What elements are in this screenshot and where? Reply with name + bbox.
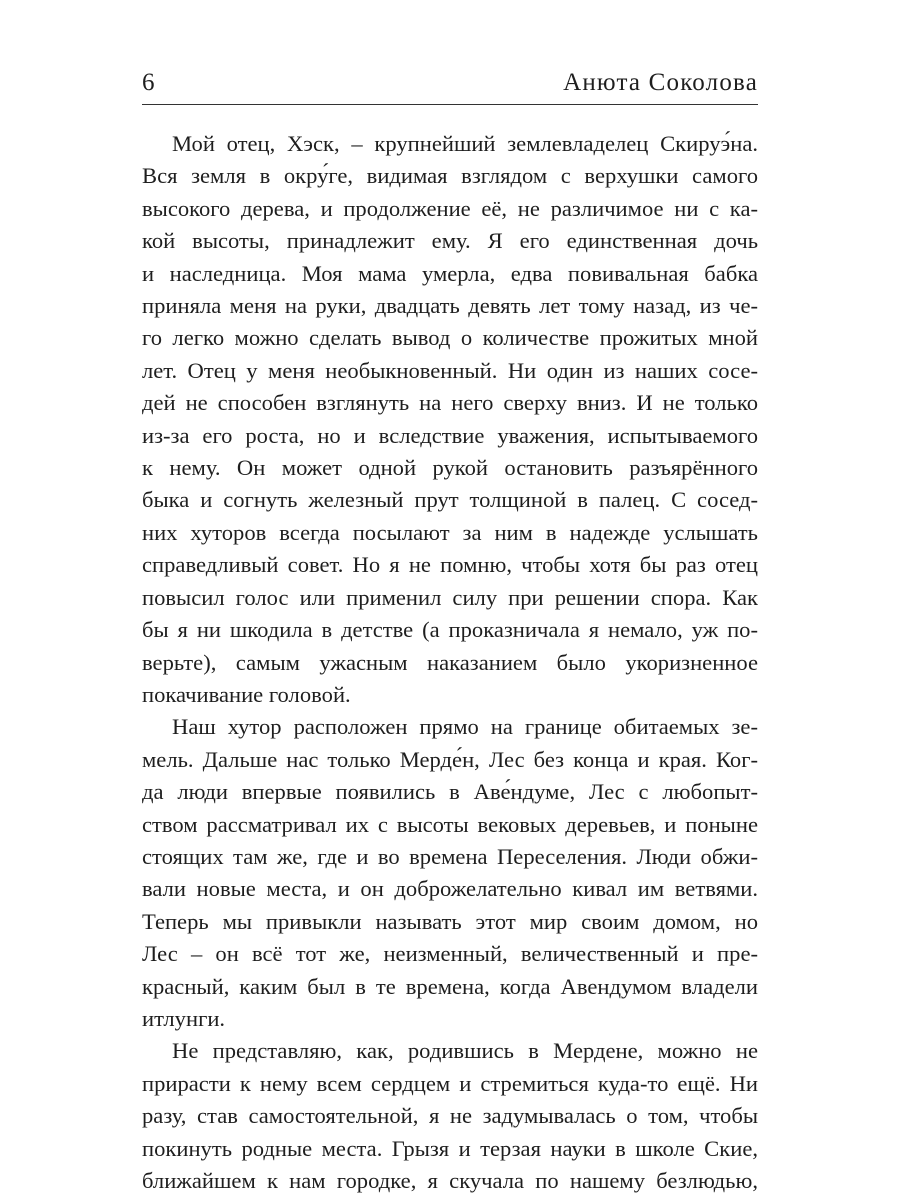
text-line: прирасти к нему всем сердцем и стремиться куда-то ещё. Ни — [142, 1070, 758, 1096]
text-line: покачивание головой. — [142, 681, 351, 707]
text-line: к нему. Он может одной рукой остановить разъярённого — [142, 455, 758, 481]
text-line: стоящих там же, где и во времена Переселения. Люди обжи- — [142, 843, 758, 869]
text-line: итлунги. — [142, 1005, 226, 1031]
text-line: красный, каким был в те времена, когда Авендумом владели — [142, 973, 758, 999]
text-line: справедливый совет. Но я не помню, чтобы хотя бы раз отец — [142, 552, 758, 578]
text-line: да люди впервые появились в Аве́ндуме, Лес с любопыт- — [142, 779, 758, 805]
text-line: ством рассматривал их с высоты вековых деревьев, и поныне — [142, 811, 758, 837]
text-line: верьте), самым ужасным наказанием было укоризненное — [142, 649, 758, 675]
text-line: вали новые места, и он доброжелательно кивал им ветвями. — [142, 876, 758, 902]
text-line: мель. Дальше нас только Мерде́н, Лес без конца и края. Ког- — [142, 746, 758, 772]
paragraph-1 — [142, 128, 758, 711]
text-line: повысил голос или применил силу при решении спора. Как — [142, 584, 758, 610]
text-line: го легко можно сделать вывод о количестве прожитых мной — [142, 325, 758, 351]
text-line: и наследница. Моя мама умерла, едва повивальная бабка — [142, 260, 758, 286]
main-text — [142, 128, 758, 1197]
text-line: Не представляю, как, родившись в Мердене, можно не — [172, 1038, 758, 1064]
paragraph-3 — [142, 1035, 758, 1197]
paragraph-2 — [142, 711, 758, 1035]
text-line: Мой отец, Хэск, – крупнейший землевладелец Скируэ́на. — [172, 131, 758, 156]
text-line: приняла меня на руки, двадцать девять лет тому назад, из че- — [142, 293, 758, 319]
header-rule — [142, 104, 758, 105]
text-line: ближайшем к нам городке, я скучала по нашему безлюдью, — [142, 1168, 758, 1193]
text-line: Вся земля в окру́ге, видимая взглядом с верхушки самого — [142, 163, 758, 189]
text-line: быка и согнуть железный прут толщиной в палец. С сосед- — [142, 487, 758, 513]
header-author: Анюта Соколова — [563, 69, 758, 96]
text-line: лет. Отец у меня необыкновенный. Ни один из наших сосе- — [142, 357, 758, 383]
running-head — [142, 68, 758, 104]
text-line: из-за его роста, но и вследствие уважения, испытываемого — [142, 422, 758, 448]
text-line: высокого дерева, и продолжение её, не различимое ни с ка- — [142, 195, 758, 221]
text-line: Наш хутор расположен прямо на границе обитаемых зе- — [172, 714, 758, 740]
text-line: них хуторов всегда посылают за ним в надежде услышать — [142, 519, 758, 545]
text-line: покинуть родные места. Грызя и терзая науки в школе Ские, — [142, 1135, 758, 1161]
text-line: дей не способен взглянуть на него сверху вниз. И не только — [142, 390, 758, 416]
text-line: разу, став самостоятельной, я не задумывалась о том, чтобы — [142, 1103, 758, 1129]
page-number: 6 — [142, 69, 155, 96]
text-line: кой высоты, принадлежит ему. Я его единственная дочь — [142, 228, 758, 254]
text-line: Теперь мы привыкли называть этот мир своим домом, но — [142, 908, 758, 934]
text-line: бы я ни шкодила в детстве (а проказничала я немало, уж по- — [142, 617, 758, 643]
text-line: Лес – он всё тот же, неизменный, величественный и пре- — [142, 941, 758, 967]
